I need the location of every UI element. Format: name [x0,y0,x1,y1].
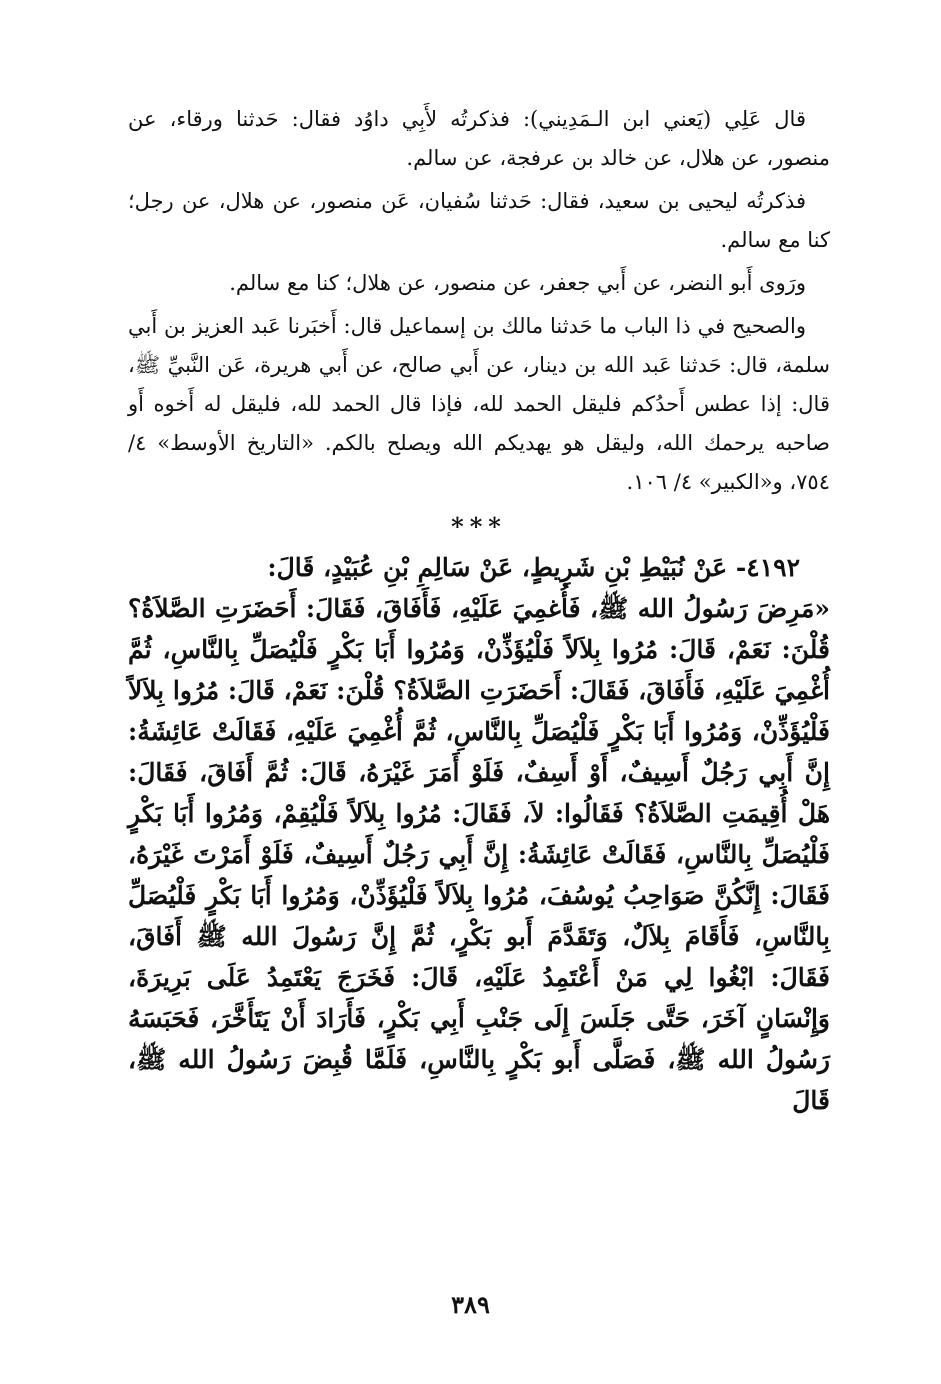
hadith-number: ٤١٩٢- [735,553,800,582]
page-number: ٣٨٩ [451,1290,490,1319]
page-content [128,100,830,1121]
footnote-paragraph: قال عَلِي (يَعني ابن الـمَدِيني): فذكرتُه لأَبِي داوُد فقال: حَدثنا ورقاء، عن منصور، عن هلال، عن خالد بن عرفجة، عن سالم. [128,107,830,170]
footnote-paragraph: ورَوى أَبو النضر، عن أَبي جعفر، عن منصور، عن هلال؛ كنا مع سالم. [229,271,806,295]
footnote-paragraph: والصحيح في ذا الباب ما حَدثنا مالك بن إسماعيل قال: أَخبَرنا عَبد العزيز بن أَبي سلمة، قال: حَدثنا عَبد الله بن دينار، عن أَبي صالح، عن أَبي هريرة، عَن النَّبيِّ ﷺ، قال: إذا عطس أَحدُكم فليقل الحمد لله، فإذا قال الحمد لله، فليقل له أَخوه أَو صاحبه يرحمك الله، وليقل هو يهديكم الله ويصلح بالكم. «التاريخ الأوسط» ٤/ ٧٥٤، و«الكبير» ٤/ ١٠٦. [128,314,830,494]
hadith-chain: عَنْ نُبَيْطِ بْنِ شَرِيطٍ، عَنْ سَالِمِ بْنِ عُبَيْدٍ، قَالَ: [267,553,728,582]
hadith-text: «مَرِضَ رَسُولُ الله ﷺ، فَأُغمِيَ عَلَيْهِ، فَأَفَاقَ، فَقَالَ: أَحَضَرَتِ الصَّلاَةُ؟ قُلْنَ: نَعَمْ، قَالَ: مُرُوا بِلاَلاً فَلْيُؤَذِّنْ، وَمُرُوا أَبَا بَكْرٍ فَلْيُصَلِّ بِالنَّاسِ، ثُمَّ أُغْمِيَ عَلَيْهِ، فَأَفَاقَ، فَقَالَ: أَحَضَرَتِ الصَّلاَةُ؟ قُلْنَ: نَعَمْ، قَالَ: مُرُوا بِلاَلاً فَلْيُؤَذِّنْ، وَمُرُوا أَبَا بَكْرٍ فَلْيُصَلِّ بِالنَّاسِ، ثُمَّ أُغْمِيَ عَلَيْهِ، فَقَالَتْ عَائِشَةُ: إِنَّ أَبِي رَجُلٌ أَسِيفٌ، أَوْ أَسِفٌ، فَلَوْ أَمَرَ غَيْرَهُ، قَالَ: ثُمَّ أَفَاقَ، فَقَالَ: هَلْ أُقِيمَتِ الصَّلاَةُ؟ فَقَالُوا: لاَ، فَقَالَ: مُرُوا بِلاَلاً فَلْيُقِمْ، وَمُرُوا أَبَا بَكْرٍ فَلْيُصَلِّ بِالنَّاسِ، فَقَالَتْ عَائِشَةُ: إِنَّ أَبِي رَجُلٌ أَسِيفٌ، فَلَوْ أَمَرْتَ غَيْرَهُ، فَقَالَ: إِنَّكُنَّ صَوَاحِبُ يُوسُفَ، مُرُوا بِلاَلاً فَلْيُؤَذِّنْ، وَمُرُوا أَبَا بَكْرٍ فَلْيُصَلِّ بِالنَّاسِ، فَأَقَامَ بِلاَلٌ، وَتَقَدَّمَ أَبو بَكْرٍ، ثُمَّ إِنَّ رَسُولَ الله ﷺ أَفَاقَ، فَقَالَ: ابْغُوا لِي مَنْ أَعْتَمِدُ عَلَيْهِ، قَالَ: فَخَرَجَ يَعْتَمِدُ عَلَى بَرِيرَةَ، وَإِنْسَانٍ آخَرَ، حَتَّى جَلَسَ إِلَى جَنْبِ أَبِي بَكْرٍ، فَأَرَادَ أَنْ يَتَأَخَّرَ، فَحَبَسَهُ رَسُولُ الله ﷺ، فَصَلَّى أَبو بَكْرٍ بِالنَّاسِ، فَلَمَّا قُبِضَ رَسُولُ الله ﷺ، قَالَ [128,594,830,1115]
section-separator: *** [451,512,507,541]
hadith-heading [128,547,830,588]
footnote-paragraph: فذكرتُه ليحيى بن سعيد، فقال: حَدثنا سُفيان، عَن منصور، عن هلال، عن رجل؛ كنا مع سالم. [128,189,830,252]
